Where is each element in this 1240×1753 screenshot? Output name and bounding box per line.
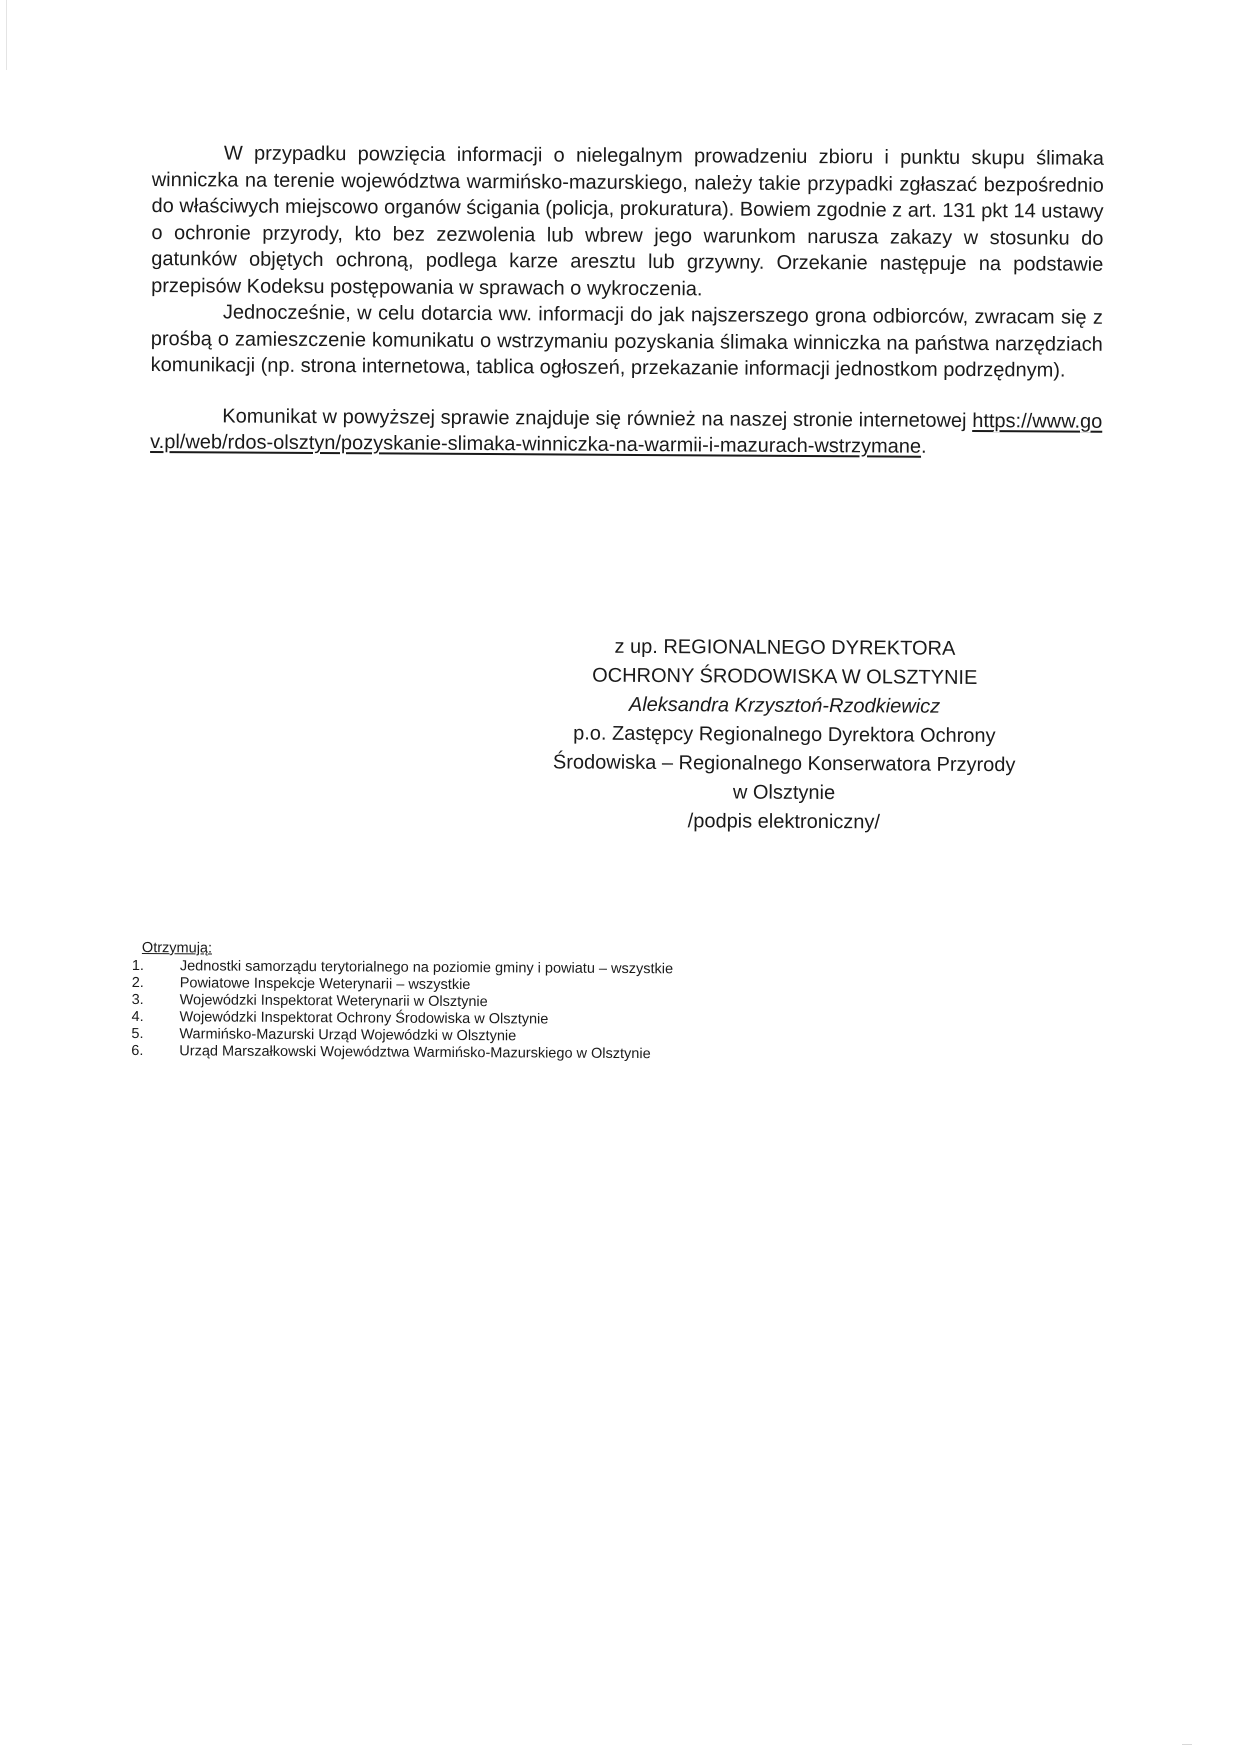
list-item-number: 2. xyxy=(131,974,144,992)
signatory-position-line-1: p.o. Zastępcy Regionalnego Dyrektora Ochrony xyxy=(573,722,996,748)
recipients-heading: Otrzymują: xyxy=(141,940,213,957)
signature-authority-line-1: z up. REGIONALNEGO DYREKTORA xyxy=(614,635,956,660)
signatory-position-line-3: w Olsztynie xyxy=(732,781,836,805)
list-item-number: 4. xyxy=(131,1008,144,1026)
list-item-text: Urząd Marszałkowski Województwa Warmińsko-Mazurskiego w Olsztynie xyxy=(179,1043,651,1063)
recipients-list xyxy=(131,958,832,1064)
electronic-signature-note: /podpis elektroniczny/ xyxy=(687,810,881,834)
recipients-section xyxy=(131,940,832,1064)
website-intro-text: Komunikat w powyższej sprawie znajduje się również na naszej stronie internetowej xyxy=(222,404,967,432)
signatory-position-line-2: Środowiska – Regionalnego Konserwatora Przyrody xyxy=(552,751,1016,777)
list-item-number: 3. xyxy=(131,991,144,1009)
list-item-number: 6. xyxy=(131,1042,144,1060)
list-item-text: Wojewódzki Inspektorat Ochrony Środowiska w Olsztynie xyxy=(179,1009,549,1028)
list-item-text: Jednostki samorządu terytorialnego na poziomie gminy i powiatu – wszystkie xyxy=(179,958,674,978)
list-item-text: Wojewódzki Inspektorat Weterynarii w Olsztynie xyxy=(179,992,488,1011)
list-item-text: Powiatowe Inspekcje Weterynarii – wszystkie xyxy=(179,975,471,994)
paragraph-penalty-info: W przypadku powzięcia informacji o nielegalnym prowadzeniu zbioru i punktu skupu ślimaka winniczka na terenie województwa warmińsko-mazurskiego, należy takie przypadki zgłaszać bezpośrednio do właściwych miejscowo organów ścigania (policja, prokuratura). Bowiem zgodnie z art. 131 pkt 14 ustawy o ochronie przyrody, kto bez zezwolenia lub wbrew jego warunkom narusza zakazy w stosunku do gatunków objętych ochroną, podlega karze aresztu lub grzywny. Orzekanie następuje na podstawie przepisów Kodeksu postępowania w sprawach o wykroczenia. xyxy=(151,142,1104,300)
paragraph-website xyxy=(150,402,1102,461)
signature-authority-line-2: OCHRONY ŚRODOWISKA W OLSZTYNIE xyxy=(592,664,978,689)
letter-body xyxy=(150,140,1104,461)
list-item-number: 1. xyxy=(131,957,144,975)
list-item xyxy=(131,1043,831,1064)
signatory-name: Aleksandra Krzysztoń-Rzodkiewicz xyxy=(628,693,941,718)
paragraph-request: Jednocześnie, w celu dotarcia ww. informacji do jak najszerszego grona odbiorców, zwracam się z prośbą o zamieszczenie komunikatu o wstrzymaniu pozyskania ślimaka winniczka na państwa narzędziach komunikacji (np. strona internetowa, tablica ogłoszeń, przekazanie informacji jednostkom podrzędnym). xyxy=(150,301,1103,382)
list-item-number: 5. xyxy=(131,1025,144,1043)
list-item-text: Warmińsko-Mazurski Urząd Wojewódzki w Olsztynie xyxy=(179,1026,517,1045)
signature-block xyxy=(494,632,1075,839)
website-link[interactable]: https://www.gov.pl/web/rdos-olsztyn/pozyskanie-slimaka-winniczka-na-warmii-i-mazurach-wstrzymane xyxy=(150,409,1103,458)
scan-corner-mark xyxy=(1182,1744,1192,1745)
website-link-period: . xyxy=(921,435,927,458)
scan-edge-line xyxy=(6,0,7,70)
